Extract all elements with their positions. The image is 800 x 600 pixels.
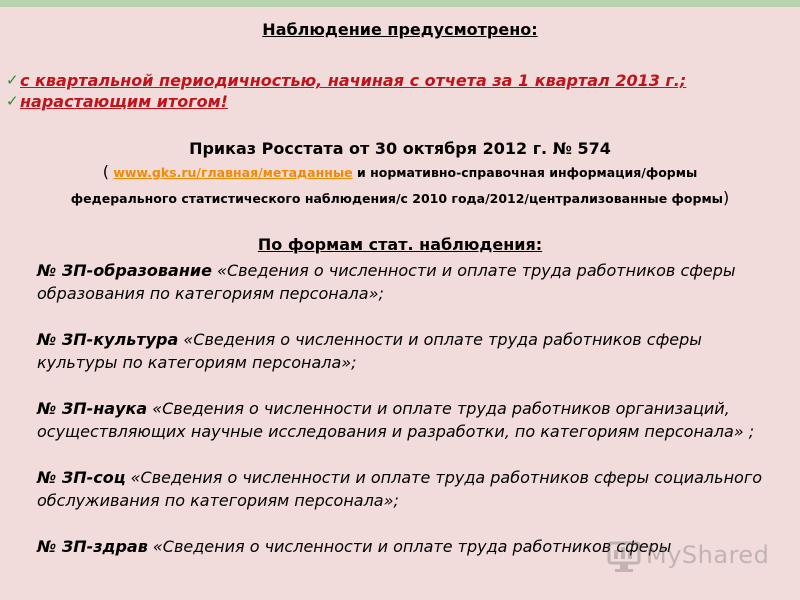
form-code: № ЗП-культура xyxy=(37,330,179,349)
watermark-text: MyShared xyxy=(646,541,770,569)
form-code: № ЗП-образование xyxy=(37,261,212,280)
top-stripe xyxy=(0,0,800,7)
form-code: № ЗП-соц xyxy=(37,468,126,487)
check-item-cumulative xyxy=(6,91,686,112)
check-list xyxy=(6,70,686,112)
logo-icon xyxy=(606,539,642,575)
open-paren: ( xyxy=(102,162,109,181)
reference-line-1-text: и нормативно-справочная информация/формы xyxy=(357,165,698,180)
form-entry-science xyxy=(37,397,777,443)
check-item-label: с квартальной периодичностью, начиная с отчета за 1 квартал 2013 г.; xyxy=(20,71,687,90)
form-code: № ЗП-наука xyxy=(37,399,148,418)
form-entry-education xyxy=(37,259,777,305)
form-description: «Сведения о численности и оплате труда работников организаций, осуществляющих научные исследования и разработки, по категориям персонала» ; xyxy=(37,399,755,441)
watermark-logo xyxy=(606,537,770,577)
page-heading: Наблюдение предусмотрено: xyxy=(262,20,538,39)
form-description: «Сведения о численности и оплате труда работников сферы культуры по категориям персонала»; xyxy=(37,330,702,372)
reference-line-2 xyxy=(0,188,800,207)
metadata-link[interactable]: www.gks.ru/главная/метаданные xyxy=(113,165,353,180)
form-description: «Сведения о численности и оплате труда работников сферы xyxy=(152,537,672,556)
check-item-quarterly xyxy=(6,70,686,91)
order-title: Приказ Росстата от 30 октября 2012 г. № 574 xyxy=(189,139,611,158)
form-entry-culture xyxy=(37,328,777,374)
form-code: № ЗП-здрав xyxy=(37,537,148,556)
forms-list xyxy=(37,259,777,581)
reference-line-2-text: федерального статистического наблюдения/с 2010 года/2012/централизованные формы xyxy=(70,191,723,206)
form-description: «Сведения о численности и оплате труда работников сферы социального обслуживания по категориям персонала»; xyxy=(37,468,763,510)
form-entry-social xyxy=(37,466,777,512)
reference-line-1 xyxy=(0,162,800,181)
forms-heading: По формам стат. наблюдения: xyxy=(257,235,543,254)
form-description: «Сведения о численности и оплате труда работников сферы образования по категориям персонала»; xyxy=(37,261,736,303)
check-item-label: нарастающим итогом! xyxy=(20,92,228,111)
check-icon: ✓ xyxy=(6,92,19,110)
check-icon: ✓ xyxy=(6,71,19,89)
close-paren: ) xyxy=(722,188,730,207)
